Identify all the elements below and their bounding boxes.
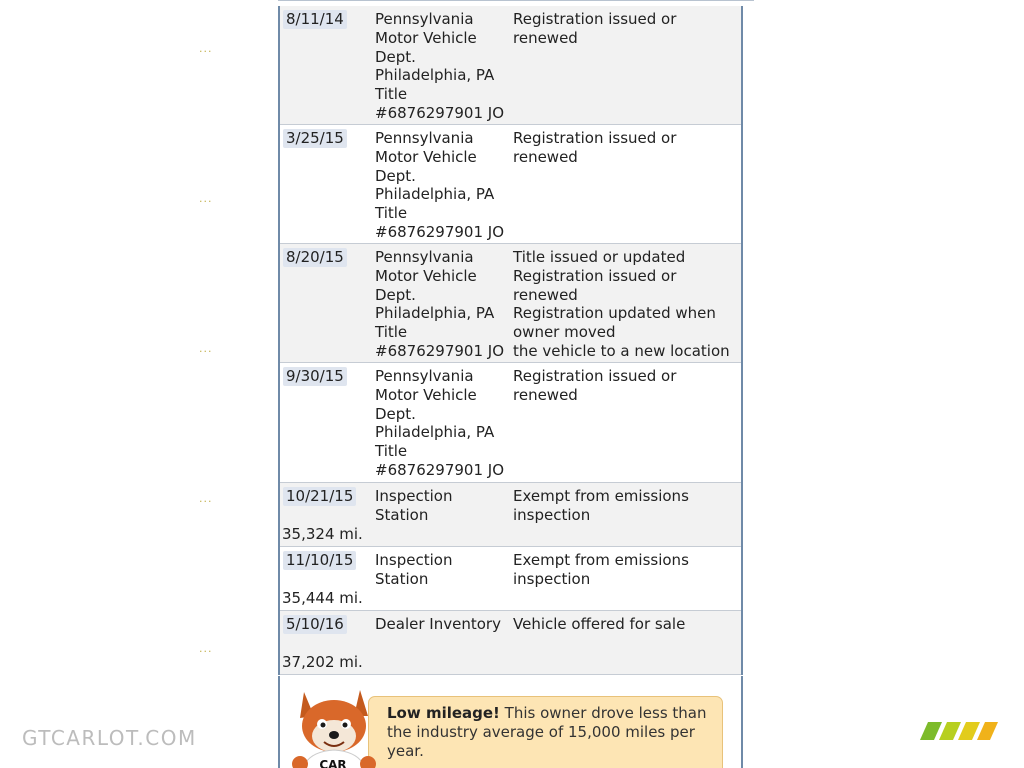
history-row-3-25-15 (280, 125, 741, 244)
source-cell: Pennsylvania Motor Vehicle Dept. Philadelphia, PA Title #6876297901 JO (375, 129, 505, 241)
history-row-8-20-15 (280, 244, 741, 363)
mascot-shirt-label: CAR (319, 758, 347, 768)
comment-cell: Vehicle offered for sale (513, 615, 686, 633)
odometer-reading: 35,444 mi. (282, 589, 363, 607)
history-row-8-11-14 (280, 6, 741, 125)
comment-cell: Registration issued or renewed (513, 129, 677, 166)
top-divider (278, 0, 754, 1)
source-cell: Pennsylvania Motor Vehicle Dept. Philadelphia, PA Title #6876297901 JO (375, 367, 505, 479)
source-cell: Inspection Station (375, 551, 453, 588)
source-cell: Inspection Station (375, 487, 453, 524)
history-row-9-30-15 (280, 363, 741, 483)
side-marker: ... (199, 342, 213, 355)
fox-mascot-icon (286, 682, 382, 768)
site-watermark: GTCARLOT.COM (22, 726, 197, 750)
date-cell: 11/10/15 (283, 551, 356, 570)
source-cell: Pennsylvania Motor Vehicle Dept. Philadelphia, PA Title #6876297901 JO (375, 10, 505, 122)
comment-cell: Registration issued or renewed (513, 10, 677, 47)
vehicle-history-table (278, 6, 743, 675)
low-mileage-callout (368, 696, 723, 768)
side-marker: ... (199, 42, 213, 55)
side-marker: ... (199, 492, 213, 505)
date-cell: 8/11/14 (283, 10, 347, 29)
low-mileage-section (278, 676, 743, 768)
comment-cell: Title issued or updated Registration issued or renewed Registration updated when owner moved the vehicle to a new location (513, 248, 730, 360)
comment-cell: Registration issued or renewed (513, 367, 677, 404)
source-cell: Pennsylvania Motor Vehicle Dept. Philadelphia, PA Title #6876297901 JO (375, 248, 505, 360)
date-cell: 3/25/15 (283, 129, 347, 148)
odometer-reading: 37,202 mi. (282, 653, 363, 671)
history-row-5-10-16 (280, 611, 741, 675)
date-cell: 5/10/16 (283, 615, 347, 634)
callout-body: This owner drove less than the industry average of 15,000 miles per year. (387, 704, 707, 760)
date-cell: 9/30/15 (283, 367, 347, 386)
brand-stripes-icon (920, 720, 998, 742)
side-marker: ... (199, 642, 213, 655)
comment-cell: Exempt from emissions inspection (513, 551, 689, 588)
side-marker: ... (199, 192, 213, 205)
source-cell: Dealer Inventory (375, 615, 501, 633)
history-row-11-10-15 (280, 547, 741, 611)
comment-cell: Exempt from emissions inspection (513, 487, 689, 524)
history-row-10-21-15 (280, 483, 741, 547)
odometer-reading: 35,324 mi. (282, 525, 363, 543)
date-cell: 10/21/15 (283, 487, 356, 506)
date-cell: 8/20/15 (283, 248, 347, 267)
callout-headline: Low mileage! (387, 704, 500, 722)
